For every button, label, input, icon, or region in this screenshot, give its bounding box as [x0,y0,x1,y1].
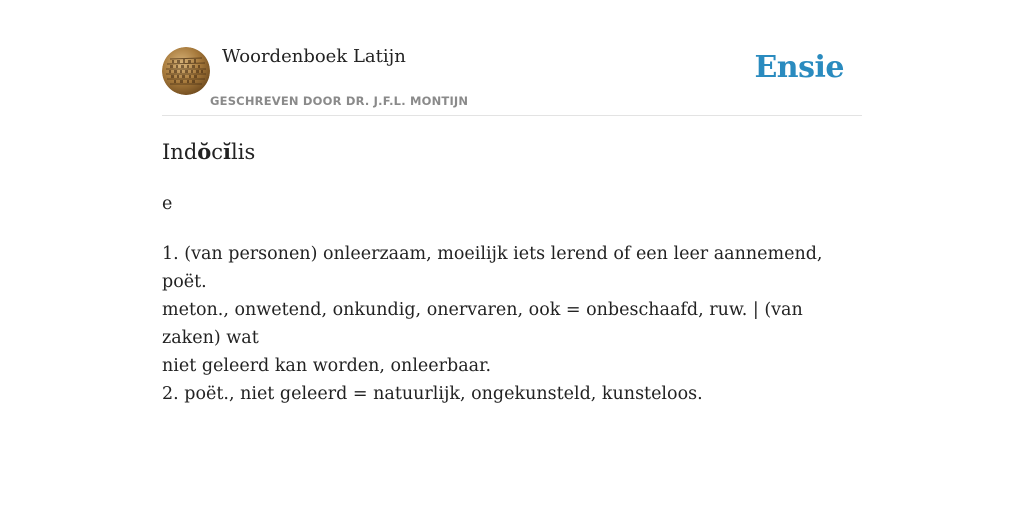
definition-line: niet geleerd kan worden, onleerbaar. [162,356,492,376]
title-part: c [211,140,224,164]
title-part-breve-i: ĭ [223,139,232,164]
definition-line: meton., onwetend, onkundig, onervaren, ook = onbeschaafd, ruw. | (van zaken) wat [162,300,803,348]
ensie-logo-link[interactable]: Ensie [754,50,844,85]
site-header [162,40,862,116]
entry-form-suffix: e [162,194,173,214]
definition-line: 1. (van personen) onleerzaam, moeilijk iets lerend of een leer aannemend, poët. [162,244,823,292]
title-part: lis [231,140,256,164]
definition-line: 2. poët., niet geleerd = natuurlijk, ongekunsteld, kunsteloos. [162,384,703,404]
book-title-link[interactable]: Woordenboek Latijn [222,46,406,67]
latin-inscription-coin-icon[interactable] [162,47,210,95]
entry-definition [162,240,864,408]
title-part-breve-o: ŏ [197,139,212,164]
entry-title [162,139,255,164]
title-part: Ind [162,140,198,164]
author-byline: GESCHREVEN DOOR DR. J.F.L. MONTIJN [210,94,469,108]
